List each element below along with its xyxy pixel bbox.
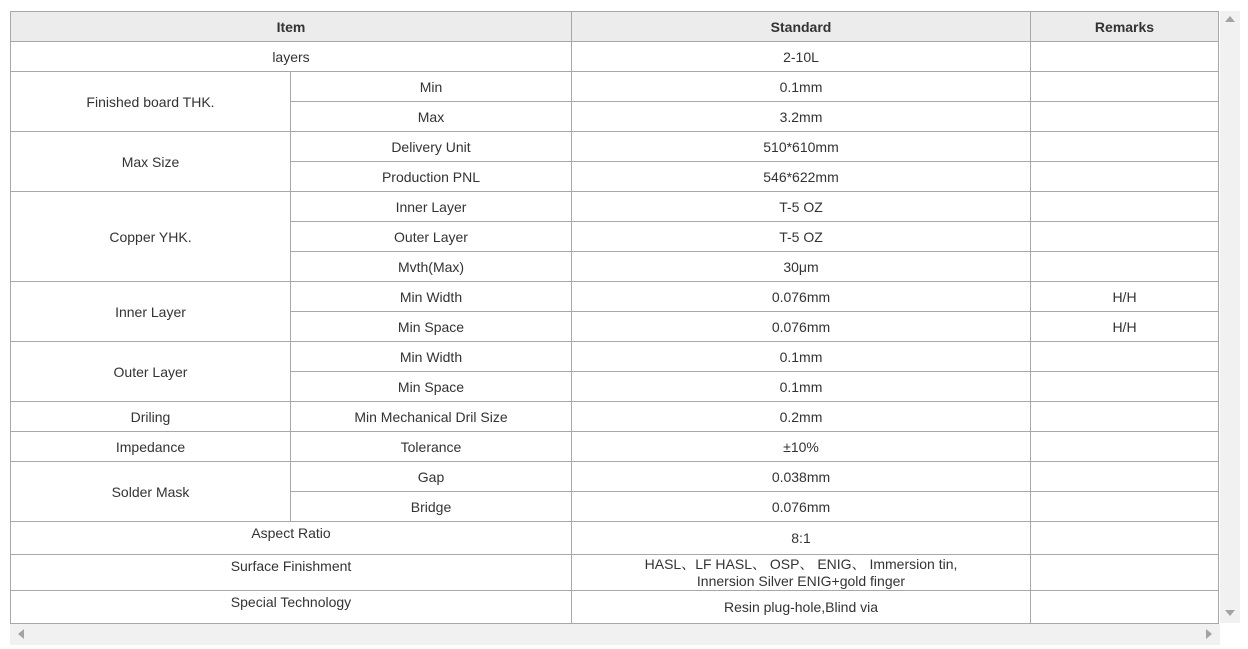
chevron-right-icon[interactable] [1206, 629, 1212, 639]
table-row [11, 591, 1219, 624]
chevron-left-icon[interactable] [18, 629, 24, 639]
remarks-value [1031, 462, 1219, 492]
row-label-layers: layers [11, 42, 572, 72]
param-label: Min Space [291, 312, 572, 342]
remarks-value: H/H [1031, 282, 1219, 312]
param-label: Outer Layer [291, 222, 572, 252]
header-remarks: Remarks [1031, 12, 1219, 42]
standard-value: T-5 OZ [572, 222, 1031, 252]
row-label-special-technology: Special Technology [11, 591, 572, 624]
table-row [11, 432, 1219, 462]
remarks-value [1031, 42, 1219, 72]
table-row [11, 192, 1219, 222]
table-row [11, 522, 1219, 555]
standard-value: 3.2mm [572, 102, 1031, 132]
row-label-solder-mask: Solder Mask [11, 462, 291, 522]
standard-value: 0.038mm [572, 462, 1031, 492]
remarks-value [1031, 72, 1219, 102]
table-row [11, 282, 1219, 312]
surface-finish-line-2: Innersion Silver ENIG+gold finger [696, 572, 906, 589]
table-row [11, 132, 1219, 162]
remarks-value [1031, 252, 1219, 282]
param-label: Min Width [291, 342, 572, 372]
table-row [11, 555, 1219, 591]
remarks-value [1031, 102, 1219, 132]
table-row [11, 72, 1219, 102]
standard-value: ±10% [572, 432, 1031, 462]
remarks-value [1031, 591, 1219, 624]
standard-value: 0.1mm [572, 72, 1031, 102]
remarks-value [1031, 342, 1219, 372]
standard-value: 0.1mm [572, 372, 1031, 402]
remarks-value [1031, 372, 1219, 402]
remarks-value [1031, 132, 1219, 162]
param-label: Tolerance [291, 432, 572, 462]
param-label: Min [291, 72, 572, 102]
standard-value: 546*622mm [572, 162, 1031, 192]
row-label-outer-layer: Outer Layer [11, 342, 291, 402]
row-label-aspect-ratio: Aspect Ratio [11, 522, 572, 555]
param-label: Max [291, 102, 572, 132]
param-label: Mvth(Max) [291, 252, 572, 282]
param-label: Gap [291, 462, 572, 492]
row-label-inner-layer: Inner Layer [11, 282, 291, 342]
param-label: Min Mechanical Dril Size [291, 402, 572, 432]
remarks-value [1031, 492, 1219, 522]
vertical-scrollbar[interactable] [1220, 11, 1240, 623]
standard-value: 0.076mm [572, 312, 1031, 342]
standard-value: 510*610mm [572, 132, 1031, 162]
param-label: Production PNL [291, 162, 572, 192]
standard-value: 8:1 [572, 522, 1031, 555]
standard-value: 0.076mm [572, 492, 1031, 522]
header-item: Item [11, 12, 572, 42]
row-label-surface-finish: Surface Finishment [11, 555, 572, 591]
standard-value [572, 555, 1031, 591]
row-label-drilling: Driling [11, 402, 291, 432]
param-label: Delivery Unit [291, 132, 572, 162]
standard-value: 30μm [572, 252, 1031, 282]
row-label-finished-board: Finished board THK. [11, 72, 291, 132]
pcb-capability-table [10, 11, 1219, 624]
standard-value: T-5 OZ [572, 192, 1031, 222]
remarks-value: H/H [1031, 312, 1219, 342]
table-row [11, 402, 1219, 432]
param-label: Min Space [291, 372, 572, 402]
standard-value: 0.1mm [572, 342, 1031, 372]
remarks-value [1031, 402, 1219, 432]
remarks-value [1031, 222, 1219, 252]
row-label-max-size: Max Size [11, 132, 291, 192]
table-row [11, 342, 1219, 372]
horizontal-scrollbar[interactable] [10, 624, 1220, 645]
surface-finish-line-1: HASL、LF HASL、 OSP、 ENIG、 Immersion tin, [644, 555, 958, 572]
param-label: Min Width [291, 282, 572, 312]
remarks-value [1031, 432, 1219, 462]
standard-value: 0.2mm [572, 402, 1031, 432]
remarks-value [1031, 555, 1219, 591]
remarks-value [1031, 192, 1219, 222]
param-label: Bridge [291, 492, 572, 522]
row-label-impedance: Impedance [11, 432, 291, 462]
row-label-copper: Copper YHK. [11, 192, 291, 282]
table-header-row [11, 12, 1219, 42]
remarks-value [1031, 162, 1219, 192]
standard-value: Resin plug-hole,Blind via [572, 591, 1031, 624]
standard-value: 0.076mm [572, 282, 1031, 312]
table-row [11, 42, 1219, 72]
param-label: Inner Layer [291, 192, 572, 222]
standard-value: 2-10L [572, 42, 1031, 72]
header-standard: Standard [572, 12, 1031, 42]
chevron-up-icon[interactable] [1225, 16, 1235, 22]
chevron-down-icon[interactable] [1225, 610, 1235, 616]
table-row [11, 462, 1219, 492]
remarks-value [1031, 522, 1219, 555]
